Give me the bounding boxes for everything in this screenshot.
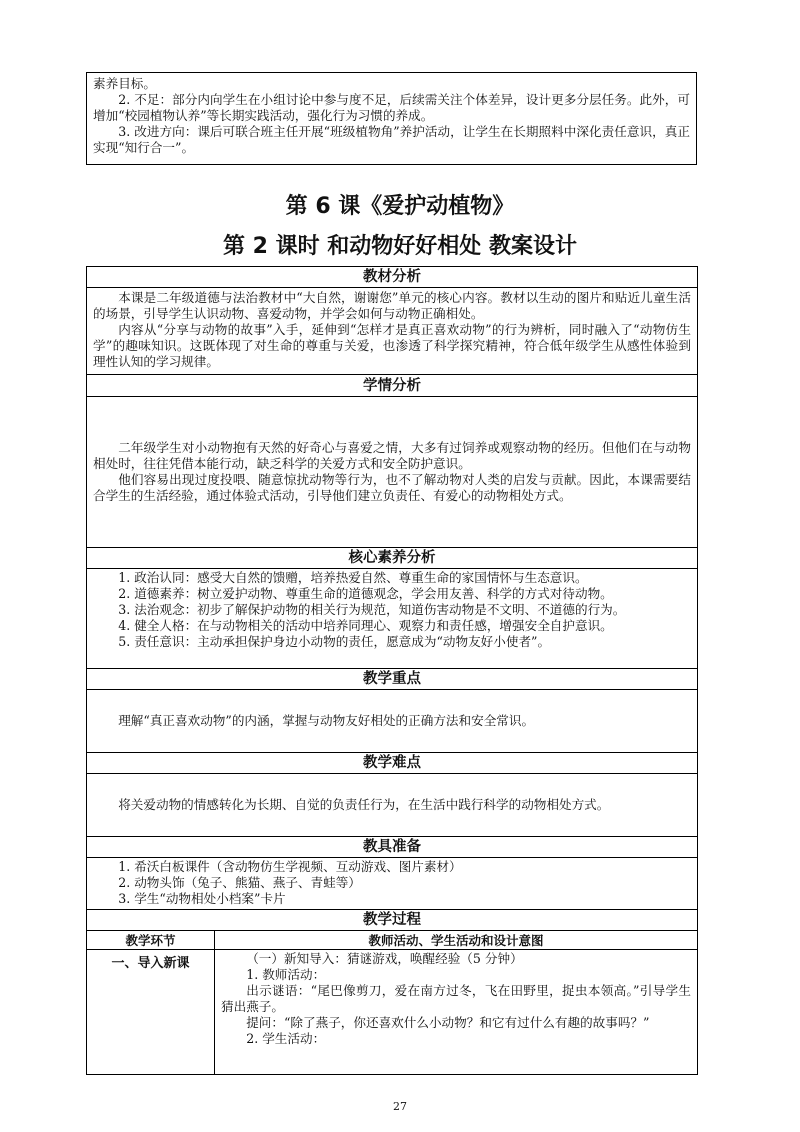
literacy-cell — [87, 569, 698, 669]
column-header-activities: 教师活动、学生活动和设计意图 — [215, 931, 698, 950]
section-header-difficult: 教学难点 — [87, 753, 698, 774]
literacy-item: 2. 道德素养：树立爱护动物、尊重生命的道德观念，学会用友善、科学的方式对待动物。 — [118, 586, 613, 601]
previous-lesson-table — [86, 72, 697, 165]
section-header-process: 教学过程 — [87, 910, 698, 931]
literacy-item: 1. 政治认同：感受大自然的馈赠，培养热爱自然、尊重生命的家国情怀与生态意识。 — [118, 570, 588, 585]
section-header-literacy: 核心素养分析 — [87, 548, 698, 569]
materials-cell — [87, 858, 698, 910]
page-number: 27 — [393, 1100, 407, 1113]
process-line: 提问：“除了燕子，你还喜欢什么小动物？和它有过什么有趣的故事吗？” — [246, 1015, 650, 1030]
column-header-stage: 教学环节 — [87, 931, 215, 950]
material-item: 2. 动物头饰（兔子、熊猫、燕子、青蛙等） — [118, 875, 361, 890]
lesson-title: 第 6 课《爱护动植物》 — [285, 194, 515, 219]
section-header-textbook: 教材分析 — [87, 267, 698, 288]
lesson-subtitle: 第 2 课时 和动物好好相处 教案设计 — [223, 234, 577, 259]
material-item: 1. 希沃白板课件（含动物仿生学视频、互动游戏、图片素材） — [118, 859, 462, 874]
textbook-paragraph: 本课是二年级道德与法治教材中“大自然，谢谢您”单元的核心内容。教材以生动的图片和贴近儿童生活的场景，引导学生认识动物、喜爱动物，并学会如何与动物正确相处。 — [93, 290, 691, 321]
section-header-materials: 教具准备 — [87, 837, 698, 858]
textbook-analysis-cell — [87, 288, 698, 375]
reflection-line: 2. 不足：部分内向学生在小组讨论中参与度不足，后续需关注个体差异，设计更多分层任务。此外，可增加“校园植物认养”等长期实践活动，强化行为习惯的养成。 — [93, 92, 690, 123]
difficult-point-cell — [87, 774, 698, 837]
section-header-key: 教学重点 — [87, 669, 698, 690]
literacy-item: 3. 法治观念：初步了解保护动物的相关行为规范，知道伤害动物是不文明、不道德的行为。 — [118, 602, 626, 617]
process-line: 1. 教师活动： — [246, 967, 326, 982]
stage-label-intro: 一、导入新课 — [87, 950, 215, 1075]
material-item: 3. 学生“动物相处小档案”卡片 — [118, 891, 286, 906]
difficult-point-text: 将关爱动物的情感转化为长期、自觉的负责任行为，在生活中践行科学的动物相处方式。 — [118, 797, 610, 812]
reflection-line: 素养目标。 — [93, 76, 156, 91]
literacy-item: 5. 责任意识：主动承担保护身边小动物的责任，愿意成为“动物友好小使者”。 — [118, 634, 551, 649]
key-point-cell — [87, 690, 698, 753]
students-paragraph: 二年级学生对小动物抱有天然的好奇心与喜爱之情，大多有过饲养或观察动物的经历。但他们在与动物相处时，往往凭借本能行动，缺乏科学的关爱方式和安全防护意识。 — [93, 440, 691, 471]
reflection-cell — [87, 73, 697, 165]
process-line: 2. 学生活动： — [246, 1031, 326, 1046]
students-paragraph: 他们容易出现过度投喂、随意惊扰动物等行为，也不了解动物对人类的启发与贡献。因此，本课需要结合学生的生活经验，通过体验式活动，引导他们建立负责任、有爱心的动物相处方式。 — [93, 472, 691, 503]
section-header-students: 学情分析 — [87, 375, 698, 397]
reflection-line: 3. 改进方向：课后可联合班主任开展“班级植物角”养护活动，让学生在长期照料中深化责任意识，真正实现“知行合一”。 — [93, 124, 690, 155]
stage-content-intro — [215, 950, 698, 1075]
process-line: （一）新知导入：猜谜游戏，唤醒经验（5 分钟） — [246, 951, 523, 966]
student-analysis-cell — [87, 397, 698, 548]
textbook-paragraph: 内容从“分享与动物的故事”入手，延伸到“怎样才是真正喜欢动物”的行为辨析，同时融入了“动物仿生学”的趣味知识。这既体现了对生命的尊重与关爱，也渗透了科学探究精神，符合低年级学生从感性体验到理性认知的学习规律。 — [93, 322, 691, 369]
process-line: 出示谜语：“尾巴像剪刀，爱在南方过冬，飞在田野里，捉虫本领高。”引导学生猜出燕子。 — [221, 983, 691, 1014]
lesson-plan-table — [86, 266, 698, 1075]
literacy-item: 4. 健全人格：在与动物相关的活动中培养同理心、观察力和责任感，增强安全自护意识。 — [118, 618, 613, 633]
key-point-text: 理解“真正喜欢动物”的内涵，掌握与动物友好相处的正确方法和安全常识。 — [118, 713, 535, 728]
